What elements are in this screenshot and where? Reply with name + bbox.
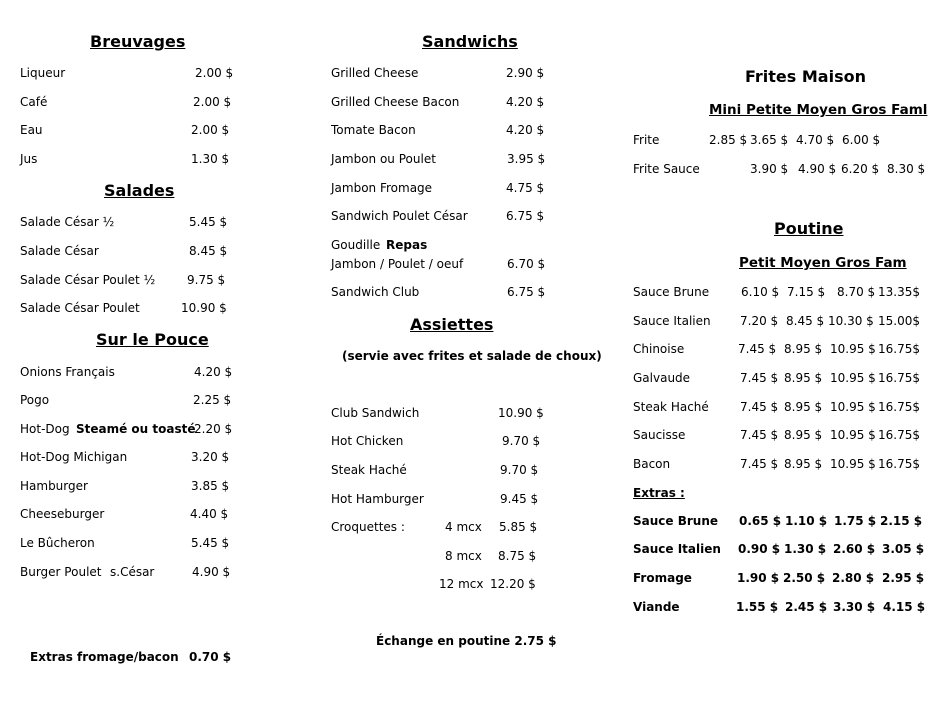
- extra-name: Sauce Italien: [633, 542, 721, 556]
- item-price: 5.45 $: [189, 215, 228, 229]
- item-price: 2.00 $: [195, 66, 234, 80]
- frites-title: Frites Maison: [745, 67, 866, 86]
- item-name: Sauce Brune: [633, 285, 710, 299]
- size-price: 8.95 $: [784, 342, 823, 356]
- extra-price: 3.05 $: [882, 542, 925, 556]
- item-name: Jambon Fromage: [331, 181, 433, 195]
- extra-price: 3.30 $: [833, 600, 876, 614]
- extra-name: Viande: [633, 600, 680, 614]
- item-name: Hot Hamburger: [331, 492, 424, 506]
- item-name: Jus: [20, 152, 38, 166]
- item-price: 6.75 $: [507, 285, 546, 299]
- item-price: 4.40 $: [190, 507, 229, 521]
- item-name: Onions Français: [20, 365, 115, 379]
- goudille-label: Goudille: [331, 238, 381, 252]
- item-name: Burger Poulet: [20, 565, 102, 579]
- item-price: 3.85 $: [191, 479, 230, 493]
- size-price: 8.70 $: [837, 285, 876, 299]
- item-name: Sauce Italien: [633, 314, 711, 328]
- extra-price: 2.50 $: [783, 571, 826, 585]
- item-name: Club Sandwich: [331, 406, 420, 420]
- item-price: 9.70 $: [500, 463, 539, 477]
- item-price: 3.95 $: [507, 152, 546, 166]
- extra-price: 2.95 $: [882, 571, 925, 585]
- item-name: Salade César Poulet: [20, 301, 140, 315]
- size-price: 8.30 $: [887, 162, 926, 176]
- item-name: Tomate Bacon: [331, 123, 416, 137]
- item-name: Steak Haché: [633, 400, 709, 414]
- item-name: Cheeseburger: [20, 507, 105, 521]
- item-name: Sandwich Club: [331, 285, 420, 299]
- frites-sizes-header: Mini Petite Moyen Gros Faml: [709, 102, 928, 118]
- size-price: 10.95 $: [830, 457, 876, 471]
- size-price: 8.95 $: [784, 371, 823, 385]
- goudille-repas: Repas: [386, 238, 428, 252]
- extra-price: 2.15 $: [880, 514, 923, 528]
- item-name: Hot-Dog: [20, 422, 70, 436]
- extras-title: Extras :: [633, 486, 685, 500]
- item-price: 9.45 $: [500, 492, 539, 506]
- size-price: 10.95 $: [830, 371, 876, 385]
- size-price: 6.20 $: [841, 162, 880, 176]
- item-price: 4.20 $: [194, 365, 233, 379]
- item-name: Salade César: [20, 244, 99, 258]
- item-name: Frite: [633, 133, 660, 147]
- item-name: Grilled Cheese: [331, 66, 419, 80]
- item-name: Hamburger: [20, 479, 88, 493]
- item-note: s.César: [110, 565, 155, 579]
- extra-price: 2.45 $: [785, 600, 828, 614]
- item-name: Pogo: [20, 393, 50, 407]
- extra-price: 2.80 $: [832, 571, 875, 585]
- extra-price: 1.10 $: [785, 514, 828, 528]
- breuvages-title: Breuvages: [90, 32, 186, 51]
- size-price: 10.95 $: [830, 342, 876, 356]
- size-price: 7.45 $: [738, 342, 777, 356]
- item-name: Bacon: [633, 457, 671, 471]
- extra-name: Sauce Brune: [633, 514, 719, 528]
- goudille-price: 6.70 $: [507, 257, 546, 271]
- poutine-sizes-header: Petit Moyen Gros Fam: [739, 255, 907, 271]
- assiettes-subtitle: (servie avec frites et salade de choux): [342, 349, 602, 363]
- size-price: 4.70 $: [796, 133, 835, 147]
- echange-poutine: Échange en poutine 2.75 $: [376, 634, 557, 648]
- size-price: 6.10 $: [741, 285, 780, 299]
- extras-label: Extras fromage/bacon: [30, 650, 179, 664]
- croquette-price: 5.85 $: [499, 520, 538, 534]
- size-price: 4.90 $: [798, 162, 837, 176]
- item-price: 9.75 $: [187, 273, 226, 287]
- item-price: 10.90 $: [498, 406, 544, 420]
- item-name: Café: [20, 95, 48, 109]
- size-price: 16.75$: [878, 371, 920, 385]
- size-price: 7.15 $: [787, 285, 826, 299]
- sur-le-pouce-title: Sur le Pouce: [96, 330, 209, 349]
- size-price: 7.45 $: [740, 400, 779, 414]
- size-price: 7.45 $: [740, 457, 779, 471]
- size-price: 8.95 $: [784, 457, 823, 471]
- extra-name: Fromage: [633, 571, 692, 585]
- size-price: 2.85 $: [709, 133, 748, 147]
- size-price: 6.00 $: [842, 133, 881, 147]
- size-price: 10.30 $: [828, 314, 874, 328]
- extra-price: 1.30 $: [784, 542, 827, 556]
- croquettes-label: Croquettes :: [331, 520, 405, 534]
- size-price: 7.20 $: [740, 314, 779, 328]
- item-price: 2.25 $: [193, 393, 232, 407]
- item-name: Salade César ½: [20, 215, 115, 229]
- item-name: Le Bûcheron: [20, 536, 95, 550]
- extra-price: 1.75 $: [834, 514, 877, 528]
- item-price: 4.75 $: [506, 181, 545, 195]
- item-price: 2.90 $: [506, 66, 545, 80]
- extra-price: 4.15 $: [883, 600, 926, 614]
- extra-price: 0.90 $: [738, 542, 781, 556]
- item-name: Liqueur: [20, 66, 66, 80]
- size-price: 7.45 $: [740, 371, 779, 385]
- extra-price: 1.55 $: [736, 600, 779, 614]
- item-name: Galvaude: [633, 371, 691, 385]
- item-price: 2.00 $: [193, 95, 232, 109]
- extra-price: 1.90 $: [737, 571, 780, 585]
- size-price: 7.45 $: [740, 428, 779, 442]
- assiettes-title: Assiettes: [410, 315, 494, 334]
- item-name: Steak Haché: [331, 463, 407, 477]
- item-note: Steamé ou toasté: [76, 422, 196, 436]
- size-price: 8.95 $: [784, 400, 823, 414]
- goudille-sub: Jambon / Poulet / oeuf: [331, 257, 464, 271]
- item-price: 2.20 $: [194, 422, 233, 436]
- size-price: 15.00$: [878, 314, 920, 328]
- item-price: 10.90 $: [181, 301, 227, 315]
- poutine-title: Poutine: [774, 219, 844, 238]
- size-price: 16.75$: [878, 457, 920, 471]
- extra-price: 0.65 $: [739, 514, 782, 528]
- size-price: 8.45 $: [786, 314, 825, 328]
- size-price: 16.75$: [878, 342, 920, 356]
- salades-title: Salades: [104, 181, 175, 200]
- sandwichs-title: Sandwichs: [422, 32, 518, 51]
- item-price: 6.75 $: [506, 209, 545, 223]
- item-name: Salade César Poulet ½: [20, 273, 156, 287]
- size-price: 10.95 $: [830, 428, 876, 442]
- item-name: Saucisse: [633, 428, 686, 442]
- item-name: Sandwich Poulet César: [331, 209, 468, 223]
- item-price: 4.90 $: [192, 565, 231, 579]
- item-name: Hot-Dog Michigan: [20, 450, 128, 464]
- item-price: 1.30 $: [191, 152, 230, 166]
- croquette-price: 8.75 $: [498, 549, 537, 563]
- croquette-qty: 12 mcx: [439, 577, 484, 591]
- item-price: 4.20 $: [506, 95, 545, 109]
- size-price: 16.75$: [878, 400, 920, 414]
- item-name: Chinoise: [633, 342, 685, 356]
- item-price: 3.20 $: [191, 450, 230, 464]
- extra-price: 2.60 $: [833, 542, 876, 556]
- croquette-qty: 4 mcx: [445, 520, 482, 534]
- size-price: 3.65 $: [750, 133, 789, 147]
- item-name: Frite Sauce: [633, 162, 700, 176]
- item-price: 9.70 $: [502, 434, 541, 448]
- item-name: Jambon ou Poulet: [331, 152, 436, 166]
- item-name: Eau: [20, 123, 43, 137]
- size-price: 16.75$: [878, 428, 920, 442]
- extras-price: 0.70 $: [189, 650, 232, 664]
- size-price: 8.95 $: [784, 428, 823, 442]
- croquette-qty: 8 mcx: [445, 549, 482, 563]
- item-price: 4.20 $: [506, 123, 545, 137]
- size-price: 3.90 $: [750, 162, 789, 176]
- item-name: Hot Chicken: [331, 434, 404, 448]
- size-price: 10.95 $: [830, 400, 876, 414]
- croquette-price: 12.20 $: [490, 577, 536, 591]
- item-price: 2.00 $: [191, 123, 230, 137]
- item-price: 8.45 $: [189, 244, 228, 258]
- item-name: Grilled Cheese Bacon: [331, 95, 460, 109]
- size-price: 13.35$: [878, 285, 920, 299]
- item-price: 5.45 $: [191, 536, 230, 550]
